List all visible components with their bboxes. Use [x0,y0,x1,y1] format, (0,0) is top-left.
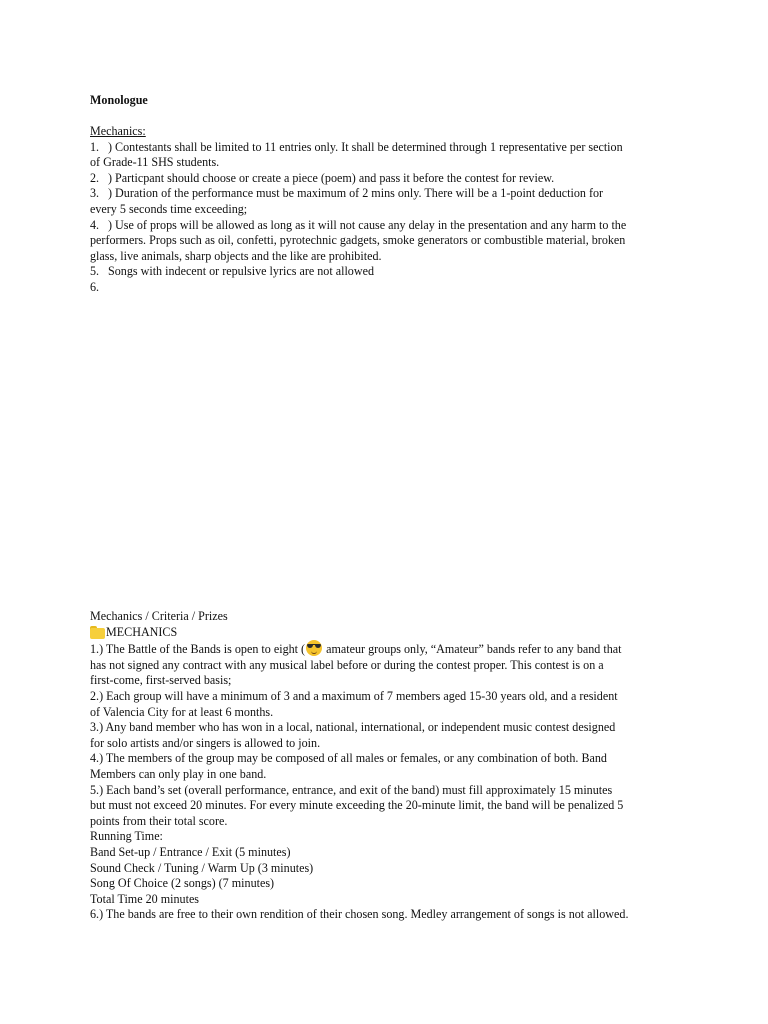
rule-line: but must not exceed 20 minutes. For every minute exceeding the 20-minute limit, the band will be penalized 5 [90,798,624,813]
item-text-continued: glass, live animals, sharp objects and the like are prohibited. [90,248,382,263]
rule-line: for solo artists and/or singers is allowed to join. [90,735,321,750]
rule-line [90,640,690,658]
list-item [90,233,690,249]
rule-line: Total Time 20 minutes [90,891,200,906]
list-item [90,264,690,280]
rules-list [90,658,690,923]
item-text-continued: of Grade-11 SHS students. [90,155,220,170]
rule-line: Sound Check / Tuning / Warm Up (3 minutes) [90,860,314,875]
list-item [90,186,690,202]
item-text-continued: performers. Props such as oil, confetti, pyrotechnic gadgets, smoke generators or combustible material, broken [90,233,626,248]
sunglasses-emoji-icon [306,640,322,656]
rule-line: 5.) Each band’s set (overall performance, entrance, and exit of the band) must fill approximately 15 minutes [90,782,613,797]
item-number: 4. [90,217,100,232]
rule-line: points from their total score. [90,813,228,828]
item-number: 2. [90,170,100,185]
rule-line: Running Time: [90,829,163,844]
monologue-title: Monologue [90,93,148,107]
rule-line: Band Set-up / Entrance / Exit (5 minutes) [90,844,291,859]
list-item [90,171,690,187]
mechanics-heading [90,625,690,641]
item-text-continued: every 5 seconds time exceeding; [90,201,248,216]
item-text: ) Contestants shall be limited to 11 entries only. It shall be determined through 1 representative per section [108,139,623,154]
battle-of-bands-section [90,609,690,923]
item-number: 6. [90,279,100,294]
item-number: 1. [90,139,100,154]
rule-text: amateur groups only, “Amateur” bands refer to any band that [323,642,622,657]
monologue-section [90,93,690,296]
rule-line: 2.) Each group will have a minimum of 3 and a maximum of 7 members aged 15-30 years old, and a resident [90,688,618,703]
rule-line: first-come, first-served basis; [90,673,232,688]
item-text: Songs with indecent or repulsive lyrics are not allowed [108,264,374,279]
list-item [90,140,690,156]
item-number: 5. [90,264,100,279]
rule-line: 3.) Any band member who has won in a local, national, international, or independent music contest designed [90,720,616,735]
item-text: ) Particpant should choose or create a piece (poem) and pass it before the contest for review. [108,170,555,185]
rule-line: Members can only play in one band. [90,766,267,781]
list-item [90,155,690,171]
rule-line: Song Of Choice (2 songs) (7 minutes) [90,876,275,891]
monologue-list [90,140,690,296]
item-number: 3. [90,186,100,201]
rule-line: of Valencia City for at least 6 months. [90,704,274,719]
spacer [90,109,690,124]
list-item [90,202,690,218]
list-item [90,218,690,234]
list-item [90,280,690,296]
mechanics-label: Mechanics: [90,124,146,138]
mechanics-heading-text: MECHANICS [106,624,178,639]
item-text: ) Use of props will be allowed as long as it will not cause any delay in the presentation and any harm to the [108,217,627,232]
rule-line: 6.) The bands are free to their own rendition of their chosen song. Medley arrangement of songs is not allowed. [90,907,629,922]
folder-icon [90,626,105,639]
rule-line: has not signed any contract with any musical label before or during the contest proper. This contest is on a [90,657,604,672]
section-header: Mechanics / Criteria / Prizes [90,609,228,623]
item-text: ) Duration of the performance must be maximum of 2 mins only. There will be a 1-point deduction for [108,186,604,201]
rule-line: 4.) The members of the group may be composed of all males or females, or any combination of both. Band [90,751,607,766]
list-item [90,249,690,265]
rule-text: 1.) The Battle of the Bands is open to eight ( [90,642,306,657]
